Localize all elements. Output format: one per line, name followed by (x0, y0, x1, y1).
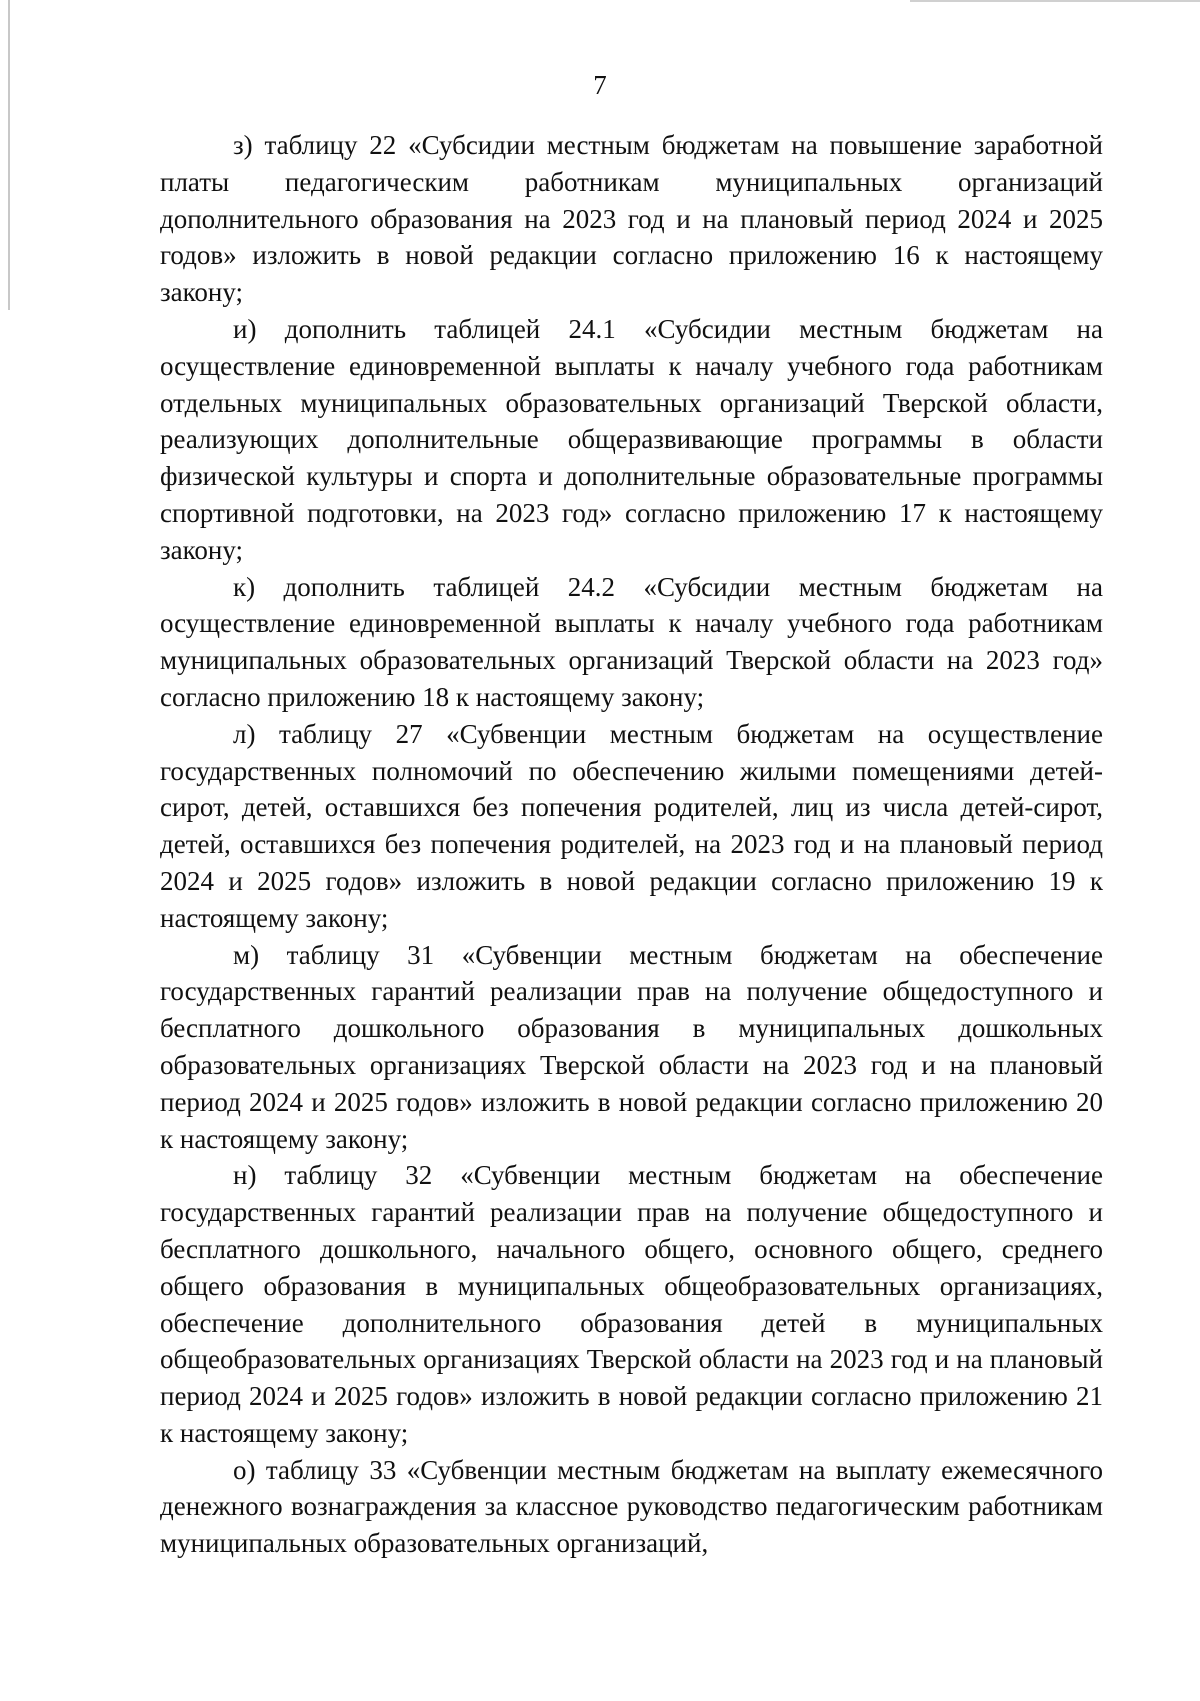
document-body (160, 127, 1103, 1562)
paragraph-k: к) дополнить таблицей 24.2 «Субсидии местным бюджетам на осуществление единовременной выплаты к началу учебного года работникам муниципальных образовательных организаций Тверской области на 2023 год» согласно приложению 18 к настоящему закону; (160, 571, 1103, 712)
scan-edge-left (8, 0, 10, 310)
paragraph-o: о) таблицу 33 «Субвенции местным бюджетам на выплату ежемесячного денежного вознаграждения за классное руководство педагогическим работникам муниципальных образовательных организаций, (160, 1454, 1103, 1559)
page-number: 7 (593, 70, 607, 100)
paragraph-i: и) дополнить таблицей 24.1 «Субсидии местным бюджетам на осуществление единовременной выплаты к началу учебного года работникам отдельных муниципальных образовательных организаций Тверской области, реализующих дополнительные общеразвивающие программы в области физической культуры и спорта и дополнительные образовательные программы спортивной подготовки, на 2023 год» согласно приложению 17 к настоящему закону; (160, 313, 1103, 565)
paragraph-m: м) таблицу 31 «Субвенции местным бюджетам на обеспечение государственных гарантий реализации прав на получение общедоступного и бесплатного дошкольного образования в муниципальных дошкольных образовательных организациях Тверской области на 2023 год и на плановый период 2024 и 2025 годов» изложить в новой редакции согласно приложению 20 к настоящему закону; (160, 939, 1103, 1154)
scan-edge-top (910, 0, 1200, 2)
paragraph-n: н) таблицу 32 «Субвенции местным бюджетам на обеспечение государственных гарантий реализации прав на получение общедоступного и бесплатного дошкольного, начального общего, основного общего, среднего общего образования в муниципальных общеобразовательных организациях, обеспечение дополнительного образования детей в муниципальных общеобразовательных организациях Тверской области на 2023 год и на плановый период 2024 и 2025 годов» изложить в новой редакции согласно приложению 21 к настоящему закону; (160, 1160, 1103, 1448)
paragraph-z: з) таблицу 22 «Субсидии местным бюджетам на повышение заработной платы педагогическим работникам муниципальных организаций дополнительного образования на 2023 год и на плановый период 2024 и 2025 годов» изложить в новой редакции согласно приложению 16 к настоящему закону; (160, 130, 1103, 308)
paragraph-l: л) таблицу 27 «Субвенции местным бюджетам на осуществление государственных полномочий по обеспечению жилыми помещениями детей-сирот, детей, оставшихся без попечения родителей, лиц из числа детей-сирот, детей, оставшихся без попечения родителей, на 2023 год и на плановый период 2024 и 2025 годов» изложить в новой редакции согласно приложению 19 к настоящему закону; (160, 718, 1103, 933)
